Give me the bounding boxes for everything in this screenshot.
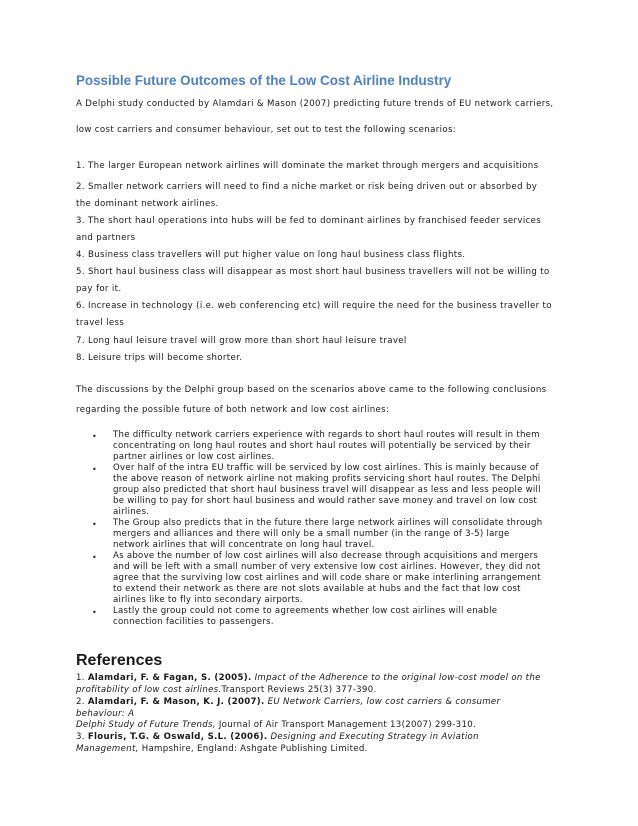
bullet-icon: • [92, 608, 97, 617]
bullet-line: network airlines that will concentrate on long haul travel. [113, 540, 375, 550]
page-title: Possible Future Outcomes of the Low Cost Airline Industry [76, 73, 452, 88]
reference-authors: Alamdari, F. & Fagan, S. (2005). [87, 673, 252, 683]
reference-title: Impact of the Adherence to the original low-cost model on the [254, 673, 541, 683]
bullet-line: airlines like to fly into secondary airports. [113, 595, 303, 605]
reference-source: Transport Reviews 25(3) 377-390. [221, 685, 377, 695]
reference-title: Management, [76, 744, 139, 754]
reference-1-line-1 [76, 673, 541, 685]
references-heading: References [76, 652, 163, 669]
bullet-icon: • [92, 520, 97, 529]
bullet-icon: • [92, 465, 97, 474]
reference-source: Journal of Air Transport Management 13(2007) 299-310. [218, 720, 477, 730]
bullet-line: to extend their network as there are not slots available at hubs and the fact that low cost [113, 584, 521, 594]
reference-title: Delphi Study of Future Trends, [76, 720, 216, 730]
intro-line-1: A Delphi study conducted by Alamdari & Mason (2007) predicting future trends of EU network carriers, [76, 99, 554, 109]
bullet-line: the above reason of network airline not making profits servicing short haul routes. The Delphi [113, 474, 541, 484]
reference-number: 2. [76, 697, 85, 707]
scenario-line: the dominant network airlines. [76, 199, 219, 209]
bullet-line: partner airlines or low cost airlines. [113, 452, 275, 462]
reference-title: behaviour: A [76, 709, 135, 719]
bullet-line: As above the number of low cost airlines will also decrease through acquisitions and mergers [113, 551, 539, 561]
bullet-item [92, 463, 568, 518]
bullet-item [92, 518, 568, 551]
conclusion-intro-line-1: The discussions by the Delphi group based on the scenarios above came to the following conclusions [76, 385, 547, 395]
bullet-line: group also predicted that short haul business travel will disappear as less and less people will [113, 485, 541, 495]
scenario-line: 4. Business class travellers will put higher value on long haul business class flights. [76, 250, 466, 260]
scenario-line: 2. Smaller network carriers will need to find a niche market or risk being driven out or absorbed by [76, 182, 538, 192]
reference-source: Hampshire, England: Ashgate Publishing Limited. [141, 744, 368, 754]
reference-number: 3. [76, 732, 85, 742]
bullet-line: agree that the surviving low cost airlines and will code share or make interlining arrangement [113, 573, 541, 583]
scenario-line: travel less [76, 318, 125, 328]
bullet-line: be willing to pay for short haul business and would rather save money and travel on low cost [113, 496, 538, 506]
bullet-line: and will be left with a small number of very extensive low cost airlines. However, they did not [113, 562, 541, 572]
reference-authors: Flouris, T.G. & Oswald, S.L. (2006). [87, 732, 268, 742]
reference-1-line-2 [76, 685, 377, 697]
bullet-item [92, 606, 568, 628]
bullet-line: connection facilities to passengers. [113, 617, 274, 627]
reference-title: profitability of low cost airlines. [76, 685, 222, 695]
bullet-line: Over half of the intra EU traffic will be serviced by low cost airlines. This is mainly because of [113, 463, 539, 473]
scenario-line: and partners [76, 233, 136, 243]
reference-3-line-1 [76, 732, 479, 744]
scenario-line: pay for it. [76, 284, 122, 294]
conclusion-intro-line-2: regarding the possible future of both network and low cost airlines: [76, 405, 390, 415]
scenario-line: 5. Short haul business class will disappear as most short haul business travellers will not be willing to [76, 267, 550, 277]
bullet-item [92, 551, 568, 606]
intro-line-2: low cost carriers and consumer behaviour, set out to test the following scenarios: [76, 125, 457, 135]
scenario-line: 3. The short haul operations into hubs will be fed to dominant airlines by franchised feeder services [76, 216, 542, 226]
reference-3-line-2 [76, 744, 368, 756]
conclusions-bullet-list [92, 430, 568, 628]
reference-title: EU Network Carriers, low cost carriers & consumer [267, 697, 501, 707]
reference-number: 1. [76, 673, 85, 683]
reference-2-line-1 [76, 697, 500, 709]
scenario-line: 6. Increase in technology (i.e. web conferencing etc) will require the need for the business traveller to [76, 301, 552, 311]
scenario-line: 7. Long haul leisure travel will grow more than short haul leisure travel [76, 336, 407, 346]
bullet-icon: • [92, 553, 97, 562]
bullet-line: concentrating on long haul routes and short haul routes will potentially be serviced by their [113, 441, 531, 451]
reference-title: Designing and Executing Strategy in Aviation [270, 732, 479, 742]
bullet-line: The difficulty network carriers experience with regards to short haul routes will result in them [113, 430, 540, 440]
bullet-line: Lastly the group could not come to agreements whether low cost airlines will enable [113, 606, 498, 616]
bullet-item [92, 430, 568, 463]
scenario-line: 8. Leisure trips will become shorter. [76, 353, 243, 363]
bullet-line: mergers and alliances and there will only be a small number (in the range of 3-5) large [113, 529, 510, 539]
bullet-line: The Group also predicts that in the future there large network airlines will consolidate through [113, 518, 543, 528]
bullet-line: airlines. [113, 507, 150, 517]
bullet-icon: • [92, 432, 97, 441]
reference-2-line-3 [76, 720, 476, 732]
scenario-line: 1. The larger European network airlines will dominate the market through mergers and acquisitions [76, 161, 539, 171]
reference-authors: Alamdari, F. & Mason, K. J. (2007). [87, 697, 265, 707]
